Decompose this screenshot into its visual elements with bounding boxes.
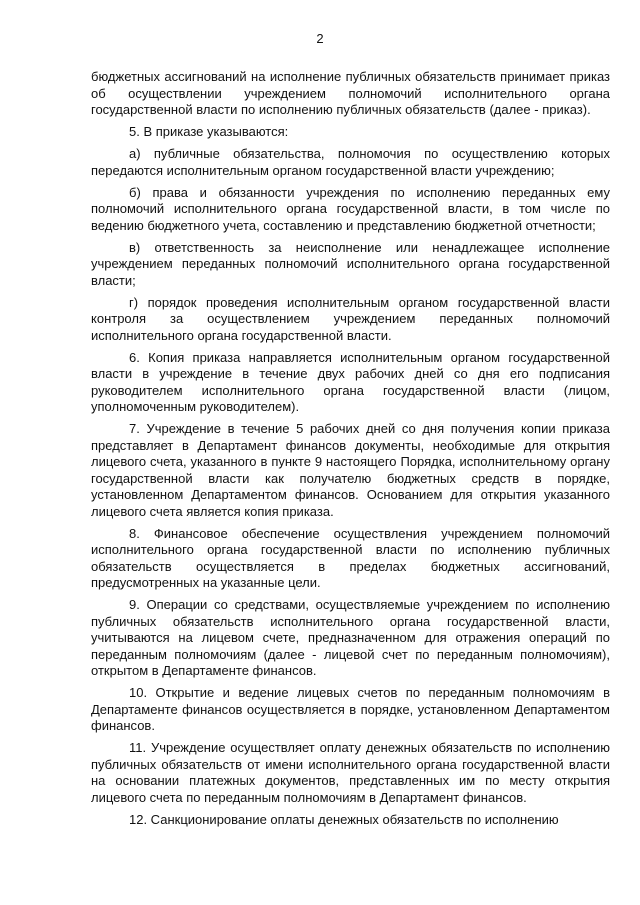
page-number: 2 — [316, 31, 324, 46]
paragraph-8: 8. Финансовое обеспечение осуществления учреждением полномочий исполнительного органа государственной власти по исполнению публичных обязательств осуществляется в пределах бюджетных ассигнований, предусмотренных на указанные цели. — [91, 525, 610, 590]
paragraph-5g: г) порядок проведения исполнительным органом государственной власти контроля за осуществлением учреждением переданных полномочий исполнительного органа государственной власти. — [91, 294, 610, 343]
paragraph-5b: б) права и обязанности учреждения по исполнению переданных ему полномочий исполнительного органа государственной власти, в том числе по ведению бюджетного учета, составлению и представлению бюджетной отчетности; — [91, 184, 610, 233]
paragraph-7: 7. Учреждение в течение 5 рабочих дней со дня получения копии приказа представляет в Департамент финансов документы, необходимые для открытия лицевого счета, указанного в пункте 9 настоящего Порядка, исполнительному органу государственной власти как получателю бюджетных средств в порядке, установленном Департаментом финансов. Основанием для открытия указанного лицевого счета является копия приказа. — [91, 421, 610, 519]
paragraph-10: 10. Открытие и ведение лицевых счетов по переданным полномочиям в Департаменте финансов осуществляется в порядке, установленном Департаментом финансов. — [91, 685, 610, 733]
paragraph-12: 12. Санкционирование оплаты денежных обязательств по исполнению — [129, 811, 559, 827]
paragraph-9: 9. Операции со средствами, осуществляемые учреждением по исполнению публичных обязательств исполнительного органа государственной власти, учитываются на лицевом счете, предназначенном для отражения операций по переданным полномочиям (далее - лицевой счет по переданным полномочиям), открытом в Департаменте финансов. — [91, 597, 610, 678]
paragraph-continuation: бюджетных ассигнований на исполнение публичных обязательств принимает приказ об осуществлении учреждением полномочий исполнительного органа государственной власти по исполнению публичных обязательств (далее - приказ). — [91, 69, 610, 117]
document-body — [91, 69, 610, 834]
paragraph-5a: а) публичные обязательства, полномочия по осуществлению которых передаются исполнительным органом государственной власти учреждению; — [91, 146, 610, 178]
paragraph-11: 11. Учреждение осуществляет оплату денежных обязательств по исполнению публичных обязательств от имени исполнительного органа государственной власти на основании платежных документов, представленных им по месту открытия лицевого счета по переданным полномочиям в Департамент финансов. — [91, 740, 610, 805]
paragraph-5: 5. В приказе указываются: — [129, 124, 289, 139]
paragraph-6: 6. Копия приказа направляется исполнительным органом государственной власти в учреждение в течение двух рабочих дней со дня его подписания руководителем исполнительного органа государственной власти (лицом, уполномоченным руководителем). — [91, 349, 610, 414]
paragraph-5v: в) ответственность за неисполнение или ненадлежащее исполнение учреждением переданных полномочий исполнительного органа государственной власти; — [91, 239, 610, 288]
